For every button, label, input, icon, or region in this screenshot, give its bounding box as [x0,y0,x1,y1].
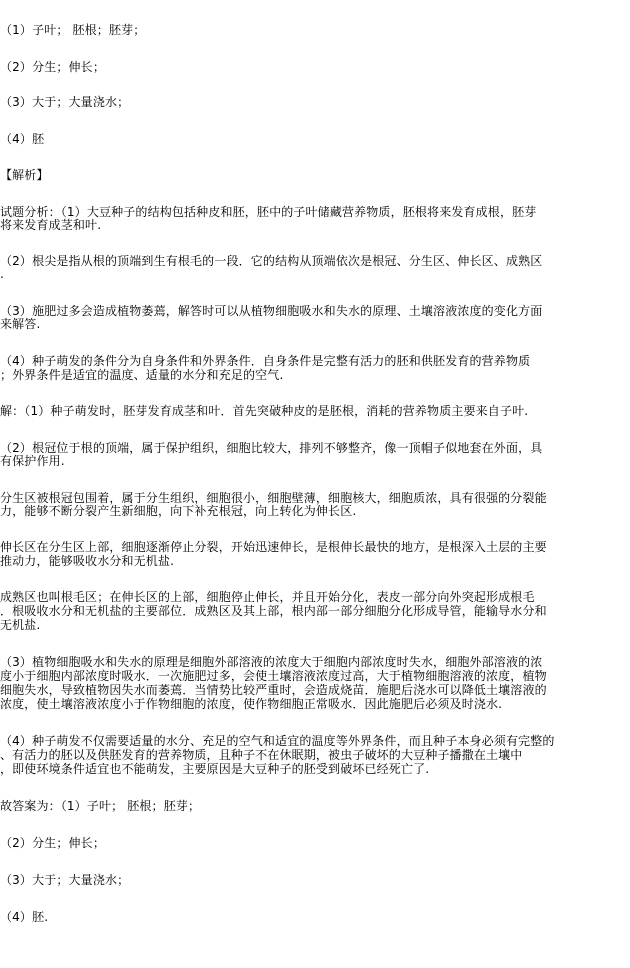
solution-p7-line3: ，即使环境条件适宜也不能萌发，主要原因是大豆种子的胚受到破坏已经死亡了. [0,762,430,776]
solution-p4-line1: 伸长区在分生区上部，细胞逐渐停止分裂，开始迅速伸长，是根伸长最快的地方，是根深入土层的主要 [0,540,547,554]
analysis-p3-line1: （3）施肥过多会造成植物萎蔫，解答时可以从植物细胞吸水和失水的原理、土壤溶液浓度的变化方面 [0,304,543,318]
solution-p1-line1: 解：（1）种子萌发时，胚芽发育成茎和叶．首先突破种皮的是胚根，消耗的营养物质主要来自子叶. [0,404,529,418]
analysis-p4-line1: （4）种子萌发的条件分为自身条件和外界条件．自身条件是完整有活力的胚和供胚发育的营养物质 [0,354,531,368]
solution-p5-line2: ．根吸收水分和无机盐的主要部位．成熟区及其上部，根内部一部分细胞分化形成导管，能输导水分和 [0,604,547,618]
final-answer-line-1: 故答案为：（1）子叶； 胚根；胚芽； [0,799,201,813]
answer-line-2: （2）分生；伸长； [0,60,105,74]
final-answer-line-3: （3）大于；大量浇水； [0,873,130,887]
solution-p7-line2: 、有活力的胚以及供胚发育的营养物质，且种子不在休眠期，被虫子破坏的大豆种子播撒在土壤中 [0,748,523,762]
answer-line-4: （4）胚 [0,132,45,146]
solution-p7-line1: （4）种子萌发不仅需要适量的水分、充足的空气和适宜的温度等外界条件，而且种子本身必须有完整的 [0,734,555,748]
solution-p6-line3: 细胞失水，导致植物因失水而萎蔫．当情势比较严重时，会造成烧苗．施肥后浇水可以降低土壤溶液的 [0,683,547,697]
analysis-p2-line2: . [0,267,4,281]
solution-p2-line2: 有保护作用. [0,454,65,468]
solution-p3-line2: 力，能够不断分裂产生新细胞，向下补充根冠，向上转化为伸长区. [0,504,357,518]
solution-p6-line4: 浓度，使土壤溶液浓度小于作物细胞的浓度，使作物细胞正常吸水．因此施肥后必须及时浇水. [0,697,503,711]
solution-p2-line1: （2）根冠位于根的顶端，属于保护组织，细胞比较大，排列不够整齐，像一顶帽子似地套在外面，具 [0,441,543,455]
solution-p6-line2: 度小于细胞内部浓度时吸水．一次施肥过多，会使土壤溶液浓度过高，大于植物细胞溶液的浓度，植物 [0,669,547,683]
solution-p5-line3: 无机盐. [0,618,41,632]
analysis-p3-line2: 来解答. [0,317,41,331]
final-answer-line-4: （4）胚. [0,910,49,924]
solution-p4-line2: 推动力，能够吸收水分和无机盐. [0,554,175,568]
answer-line-3: （3）大于；大量浇水； [0,95,130,109]
analysis-heading: 【解析】 [0,168,49,182]
solution-p5-line1: 成熟区也叫根毛区；在伸长区的上部，细胞停止伸长，并且开始分化，表皮一部分向外突起形成根毛 [0,590,535,604]
solution-p3-line1: 分生区被根冠包围着，属于分生组织，细胞很小，细胞壁薄，细胞核大，细胞质浓，具有很强的分裂能 [0,491,547,505]
answer-line-1: （1）子叶； 胚根；胚芽； [0,23,146,37]
analysis-p4-line2: ；外界条件是适宜的温度、适量的水分和充足的空气. [0,368,284,382]
analysis-p2-line1: （2）根尖是指从根的顶端到生有根毛的一段．它的结构从顶端依次是根冠、分生区、伸长区、成熟区 [0,254,543,268]
analysis-p1-line1: 试题分析：（1）大豆种子的结构包括种皮和胚，胚中的子叶储藏营养物质，胚根将来发育成根，胚芽 [0,205,537,219]
analysis-p1-line2: 将来发育成茎和叶. [0,218,102,232]
final-answer-line-2: （2）分生；伸长； [0,836,105,850]
solution-p6-line1: （3）植物细胞吸水和失水的原理是细胞外部溶液的浓度大于细胞内部浓度时失水，细胞外部溶液的浓 [0,655,543,669]
